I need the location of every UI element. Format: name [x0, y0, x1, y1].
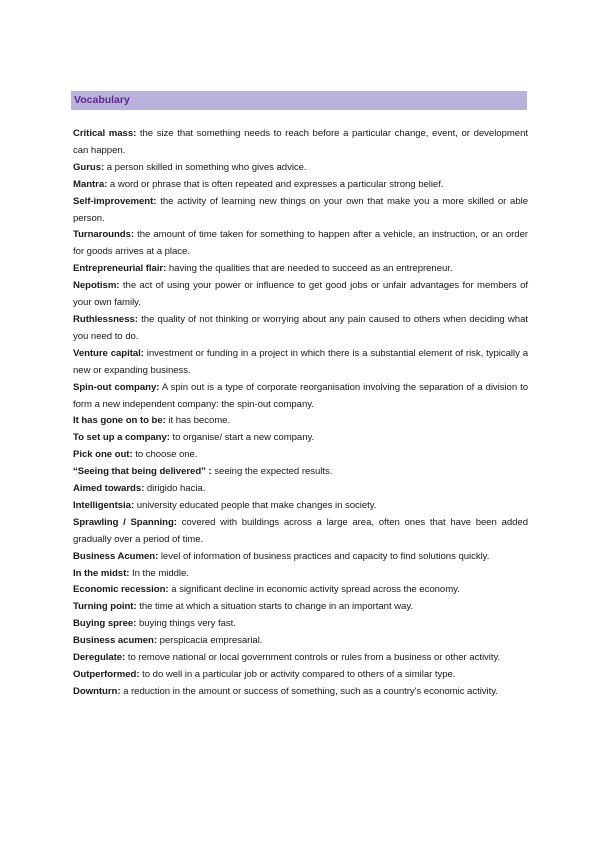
- vocabulary-term: Pick one out:: [73, 449, 133, 461]
- vocabulary-heading: Vocabulary: [74, 94, 130, 106]
- vocabulary-entry: [73, 160, 528, 177]
- vocabulary-entry: [73, 430, 528, 447]
- vocabulary-definition: to remove national or local government controls or rules from a business or other activity.: [127, 652, 501, 664]
- vocabulary-term: Nepotism:: [73, 280, 120, 292]
- vocabulary-entry: [73, 261, 528, 278]
- vocabulary-term: Spin-out company:: [73, 381, 160, 393]
- vocabulary-definition: having the qualities that are needed to succeed as an entrepreneur.: [168, 263, 453, 275]
- vocabulary-definition: to organise/ start a new company.: [172, 432, 315, 444]
- vocabulary-definition: perspicacia empresarial.: [159, 635, 263, 647]
- vocabulary-entry: [73, 549, 528, 566]
- vocabulary-term: Downturn:: [73, 685, 121, 697]
- vocabulary-entry: [73, 227, 528, 261]
- vocabulary-entry: [73, 413, 528, 430]
- vocabulary-entry: [73, 447, 528, 464]
- vocabulary-term: Ruthlessness:: [73, 313, 138, 325]
- vocabulary-term: Business Acumen:: [73, 550, 159, 562]
- vocabulary-definition: the time at which a situation starts to change in an important way.: [139, 601, 413, 613]
- vocabulary-definition: a reduction in the amount or success of something, such as a country's economic activity.: [123, 685, 498, 697]
- vocabulary-entry: [73, 616, 528, 633]
- vocabulary-entry: [73, 481, 528, 498]
- vocabulary-definition: a word or phrase that is often repeated and expresses a particular strong belief.: [109, 178, 444, 190]
- vocabulary-definition: seeing the expected results.: [214, 466, 333, 478]
- vocabulary-definition: covered with buildings across a large area, often ones that have been added gradually over a period of time.: [73, 516, 528, 545]
- vocabulary-entry: [73, 194, 528, 228]
- vocabulary-list: [73, 126, 528, 701]
- vocabulary-definition: In the middle.: [132, 567, 189, 579]
- vocabulary-term: “Seeing that being delivered” :: [73, 466, 212, 478]
- vocabulary-definition: the act of using your power or influence to get good jobs or unfair advantages for members of your own family.: [73, 280, 528, 309]
- vocabulary-entry: [73, 515, 528, 549]
- vocabulary-definition: investment or funding in a project in which there is a substantial element of risk, typically a new or expanding business.: [73, 347, 528, 376]
- vocabulary-term: Turning point:: [73, 601, 137, 613]
- vocabulary-entry: [73, 650, 528, 667]
- vocabulary-definition: the size that something needs to reach before a particular change, event, or development can happen.: [73, 128, 528, 156]
- vocabulary-definition: it has become.: [168, 415, 231, 427]
- vocabulary-term: Mantra:: [73, 178, 108, 190]
- vocabulary-entry: [73, 566, 528, 583]
- vocabulary-entry: [73, 599, 528, 616]
- vocabulary-definition: a person skilled in something who gives advice.: [106, 161, 307, 173]
- vocabulary-definition: the amount of time taken for something to happen after a vehicle, an instruction, or an order for goods arrives at a place.: [73, 229, 528, 258]
- vocabulary-entry: [73, 312, 528, 346]
- vocabulary-term: Business acumen:: [73, 635, 157, 647]
- vocabulary-entry: [73, 582, 528, 599]
- vocabulary-definition: to choose one.: [135, 449, 198, 461]
- vocabulary-term: Deregulate:: [73, 652, 126, 664]
- vocabulary-heading-bar: [71, 91, 527, 110]
- vocabulary-term: Buying spree:: [73, 618, 137, 630]
- vocabulary-term: Self-improvement:: [73, 195, 157, 207]
- vocabulary-definition: dirigido hacia.: [146, 483, 206, 495]
- vocabulary-entry: [73, 380, 528, 414]
- vocabulary-entry: [73, 684, 528, 701]
- vocabulary-entry: [73, 667, 528, 684]
- vocabulary-term: Intelligentsia:: [73, 499, 135, 511]
- vocabulary-entry: [73, 278, 528, 312]
- vocabulary-term: To set up a company:: [73, 432, 170, 444]
- vocabulary-definition: the activity of learning new things on your own that make you a more skilled or able person.: [73, 195, 528, 224]
- vocabulary-term: Entrepreneurial flair:: [73, 263, 167, 275]
- vocabulary-definition: a significant decline in economic activity spread across the economy.: [171, 584, 460, 596]
- vocabulary-entry: [73, 464, 528, 481]
- vocabulary-term: Turnarounds:: [73, 229, 135, 241]
- vocabulary-definition: the quality of not thinking or worrying about any pain caused to others when deciding what you need to do.: [73, 313, 528, 342]
- vocabulary-term: Venture capital:: [73, 347, 144, 359]
- vocabulary-definition: A spin out is a type of corporate reorganisation involving the separation of a division to form a new independent company: the spin-out company.: [73, 381, 528, 410]
- vocabulary-entry: [73, 498, 528, 515]
- vocabulary-entry: [73, 177, 528, 194]
- vocabulary-definition: level of information of business practices and capacity to find solutions quickly.: [160, 550, 490, 562]
- vocabulary-term: Sprawling / Spanning:: [73, 516, 177, 528]
- vocabulary-term: In the midst:: [73, 567, 130, 579]
- vocabulary-definition: to do well in a particular job or activity compared to others of a similar type.: [142, 669, 456, 680]
- vocabulary-definition: university educated people that make changes in society.: [136, 499, 377, 511]
- vocabulary-term: Critical mass:: [73, 128, 137, 139]
- vocabulary-term: Aimed towards:: [73, 483, 145, 495]
- vocabulary-entry: [73, 346, 528, 380]
- vocabulary-term: Economic recession:: [73, 584, 169, 596]
- vocabulary-term: It has gone on to be:: [73, 415, 166, 427]
- vocabulary-entry: [73, 633, 528, 650]
- vocabulary-definition: buying things very fast.: [138, 618, 236, 630]
- vocabulary-term: Gurus:: [73, 161, 105, 173]
- vocabulary-term: Outperformed:: [73, 669, 140, 680]
- vocabulary-entry: [73, 126, 528, 160]
